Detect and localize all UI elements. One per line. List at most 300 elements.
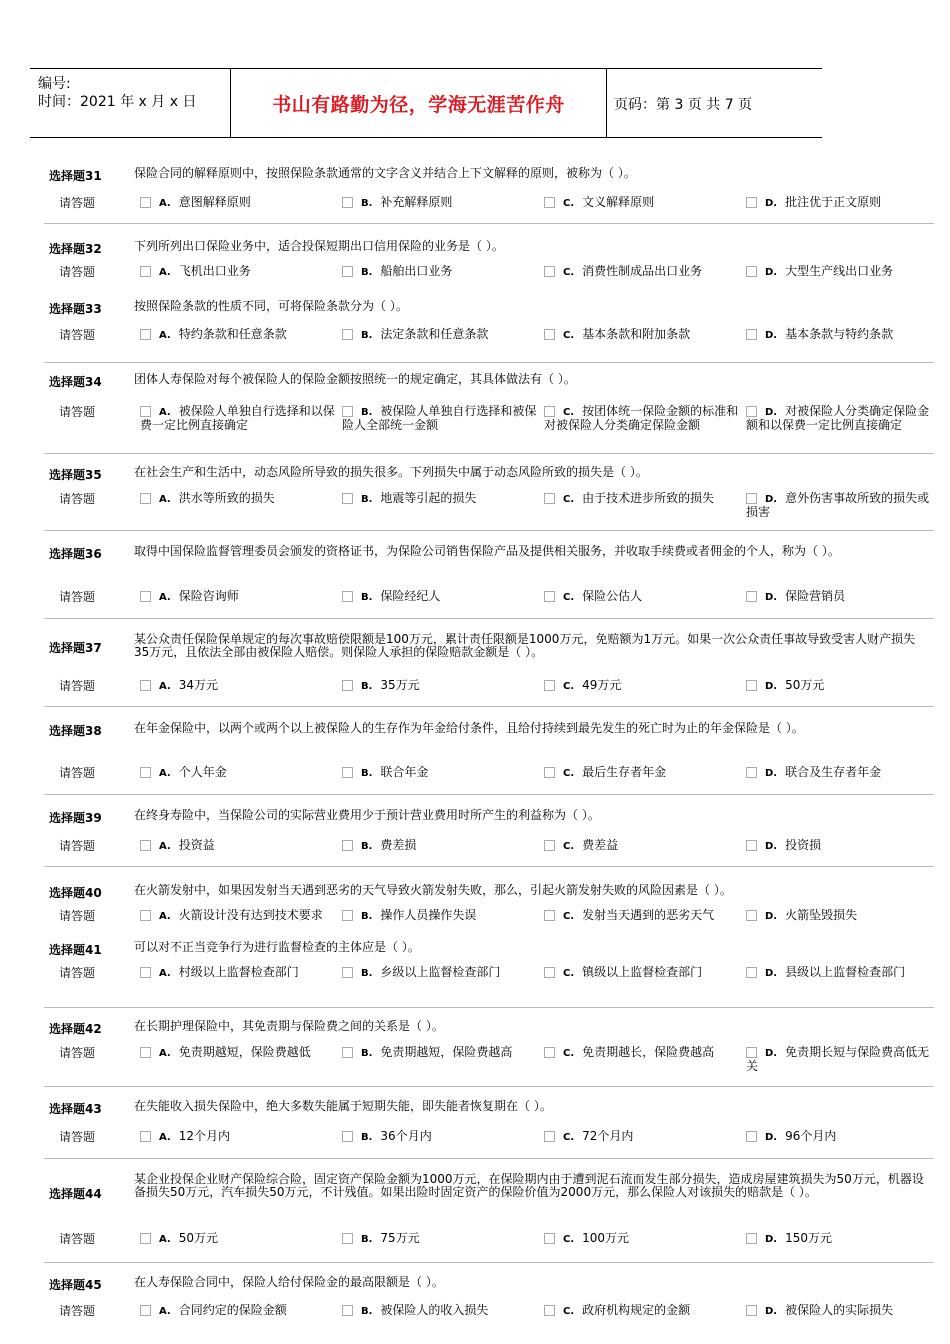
answer-option[interactable] xyxy=(342,1232,537,1246)
answer-option[interactable] xyxy=(544,909,739,923)
question-text: 某企业投保企业财产保险综合险，固定资产保险金额为1000万元，在保险期内由于遭到泥石流而发生部分损失，造成房屋建筑损失为50万元，机器设备损失50万元，汽车损失50万元，不计残值。如果出险时固定资产的保险价值为2000万元，那么保险人对该损失的赔款是（ ）。 xyxy=(134,1172,924,1199)
answer-option[interactable] xyxy=(544,1130,739,1144)
option-letter: C. xyxy=(563,267,575,278)
answer-option[interactable] xyxy=(140,1046,335,1060)
question-text: 下列所列出口保险业务中，适合投保短期出口信用保险的业务是（ ）。 xyxy=(134,239,504,253)
option-letter: A. xyxy=(159,968,171,979)
answer-option[interactable] xyxy=(342,766,537,780)
option-text: 96个月内 xyxy=(785,1129,837,1143)
question-number: 选择题45 xyxy=(49,1278,102,1292)
document-code-label: 编号: xyxy=(38,76,71,92)
answer-option[interactable] xyxy=(544,492,739,506)
answer-option[interactable] xyxy=(342,1046,537,1060)
option-letter: C. xyxy=(563,968,575,979)
answer-option[interactable] xyxy=(746,909,941,923)
answer-option[interactable] xyxy=(746,966,941,980)
option-checkbox[interactable] xyxy=(342,329,353,340)
option-letter: B. xyxy=(361,592,373,603)
option-checkbox[interactable] xyxy=(140,967,151,978)
answer-option[interactable] xyxy=(140,839,335,853)
question-text: 保险合同的解释原则中，按照保险条款通常的文字含义并结合上下文解释的原则，被称为（ ）。 xyxy=(134,166,636,180)
option-text: 操作人员操作失误 xyxy=(380,908,477,922)
option-text: 免责期越长，保险费越高 xyxy=(582,1045,715,1059)
option-text: 意图解释原则 xyxy=(178,195,251,209)
option-text: 基本条款和附加条款 xyxy=(582,327,691,341)
option-text: 被保险人单独自行选择和以保费一定比例直接确定 xyxy=(140,404,335,432)
option-text: 36个月内 xyxy=(380,1129,432,1143)
option-letter: C. xyxy=(563,1234,575,1245)
option-checkbox[interactable] xyxy=(342,591,353,602)
answer-option[interactable] xyxy=(342,1304,537,1318)
option-text: 保险咨询师 xyxy=(178,589,239,603)
answer-option[interactable] xyxy=(140,196,335,210)
answer-option[interactable] xyxy=(342,405,537,432)
answer-option[interactable] xyxy=(342,679,537,693)
answer-option[interactable] xyxy=(746,196,941,210)
question-divider xyxy=(44,1007,934,1008)
option-text: 村级以上监督检查部门 xyxy=(178,965,299,979)
option-checkbox[interactable] xyxy=(140,266,151,277)
option-text: 72个月内 xyxy=(582,1129,634,1143)
answer-option[interactable] xyxy=(544,405,739,432)
answer-prompt-label: 请答题 xyxy=(59,590,96,604)
question-number: 选择题32 xyxy=(49,242,102,256)
option-text: 对被保险人分类确定保险金额和以保费一定比例直接确定 xyxy=(746,404,930,432)
answer-option[interactable] xyxy=(544,966,739,980)
option-text: 费差益 xyxy=(582,838,619,852)
option-letter: B. xyxy=(361,494,373,505)
option-checkbox[interactable] xyxy=(746,680,757,691)
option-letter: D. xyxy=(765,407,778,418)
option-text: 投资益 xyxy=(178,838,215,852)
option-text: 被保险人的实际损失 xyxy=(785,1303,894,1317)
option-checkbox[interactable] xyxy=(342,1131,353,1142)
option-text: 船舶出口业务 xyxy=(380,264,453,278)
option-letter: D. xyxy=(765,330,778,341)
option-text: 发射当天遇到的恶劣天气 xyxy=(582,908,715,922)
option-letter: A. xyxy=(159,841,171,852)
option-letter: D. xyxy=(765,968,778,979)
option-text: 保险公估人 xyxy=(582,589,643,603)
option-checkbox[interactable] xyxy=(140,493,151,504)
option-text: 火箭坠毁损失 xyxy=(785,908,858,922)
option-checkbox[interactable] xyxy=(342,910,353,921)
question-text: 在失能收入损失保险中，绝大多数失能属于短期失能，即失能者恢复期在（ ）。 xyxy=(134,1099,552,1113)
answer-prompt-label: 请答题 xyxy=(59,1304,96,1318)
option-letter: A. xyxy=(159,330,171,341)
question-number: 选择题42 xyxy=(49,1022,102,1036)
option-checkbox[interactable] xyxy=(140,1233,151,1244)
answer-option[interactable] xyxy=(342,492,537,506)
option-checkbox[interactable] xyxy=(746,266,757,277)
option-checkbox[interactable] xyxy=(544,591,555,602)
answer-option[interactable] xyxy=(140,328,335,342)
option-checkbox[interactable] xyxy=(746,1047,757,1058)
option-text: 意外伤害事故所致的损失或损害 xyxy=(746,491,930,519)
header-motto-cell xyxy=(230,69,607,137)
answer-option[interactable] xyxy=(342,909,537,923)
option-letter: C. xyxy=(563,330,575,341)
option-letter: C. xyxy=(563,1132,575,1143)
answer-option[interactable] xyxy=(140,590,335,604)
option-letter: B. xyxy=(361,768,373,779)
question-number: 选择题38 xyxy=(49,724,102,738)
option-letter: C. xyxy=(563,198,575,209)
option-checkbox[interactable] xyxy=(746,1131,757,1142)
answer-option[interactable] xyxy=(140,405,335,432)
option-checkbox[interactable] xyxy=(544,1305,555,1316)
answer-option[interactable] xyxy=(746,1046,941,1073)
option-checkbox[interactable] xyxy=(544,493,555,504)
option-text: 最后生存者年金 xyxy=(582,765,667,779)
option-checkbox[interactable] xyxy=(342,1305,353,1316)
option-text: 消费性制成品出口业务 xyxy=(582,264,703,278)
question-number: 选择题35 xyxy=(49,468,102,482)
question-number: 选择题41 xyxy=(49,943,102,957)
answer-option[interactable] xyxy=(140,492,335,506)
question-divider xyxy=(44,453,934,454)
answer-option[interactable] xyxy=(544,839,739,853)
header-motto: 书山有路勤为径，学海无涯苦作舟 xyxy=(272,94,565,116)
answer-option[interactable] xyxy=(746,1304,941,1318)
option-letter: D. xyxy=(765,198,778,209)
answer-prompt-label: 请答题 xyxy=(59,1232,96,1246)
question-text: 在人寿保险合同中，保险人给付保险金的最高限额是（ ）。 xyxy=(134,1275,444,1289)
option-checkbox[interactable] xyxy=(544,406,555,417)
option-checkbox[interactable] xyxy=(746,591,757,602)
option-text: 基本条款与特约条款 xyxy=(785,327,894,341)
answer-option[interactable] xyxy=(342,966,537,980)
option-text: 100万元 xyxy=(582,1231,630,1245)
option-letter: B. xyxy=(361,1048,373,1059)
question-divider xyxy=(44,530,934,531)
option-letter: C. xyxy=(563,911,575,922)
question-divider xyxy=(44,866,934,867)
option-checkbox[interactable] xyxy=(140,197,151,208)
option-checkbox[interactable] xyxy=(544,1131,555,1142)
option-checkbox[interactable] xyxy=(544,680,555,691)
option-checkbox[interactable] xyxy=(544,1233,555,1244)
option-text: 联合年金 xyxy=(380,765,429,779)
option-text: 地震等引起的损失 xyxy=(380,491,477,505)
option-text: 法定条款和任意条款 xyxy=(380,327,489,341)
option-letter: B. xyxy=(361,198,373,209)
option-checkbox[interactable] xyxy=(342,1047,353,1058)
option-letter: B. xyxy=(361,267,373,278)
answer-option[interactable] xyxy=(544,766,739,780)
answer-prompt-label: 请答题 xyxy=(59,328,96,342)
question-text: 在年金保险中，以两个或两个以上被保险人的生存作为年金给付条件，且给付持续到最先发生的死亡时为止的年金保险是（ ）。 xyxy=(134,721,804,735)
answer-prompt-label: 请答题 xyxy=(59,405,96,419)
option-letter: D. xyxy=(765,1048,778,1059)
question-number: 选择题39 xyxy=(49,811,102,825)
answer-option[interactable] xyxy=(746,1232,941,1246)
answer-option[interactable] xyxy=(746,1130,941,1144)
option-letter: A. xyxy=(159,911,171,922)
option-text: 县级以上监督检查部门 xyxy=(785,965,906,979)
option-letter: D. xyxy=(765,681,778,692)
document-header xyxy=(30,68,822,138)
question-text: 在社会生产和生活中，动态风险所导致的损失很多。下列损失中属于动态风险所致的损失是（ ）。 xyxy=(134,465,648,479)
answer-option[interactable] xyxy=(342,328,537,342)
option-letter: D. xyxy=(765,1306,778,1317)
option-checkbox[interactable] xyxy=(342,840,353,851)
option-letter: C. xyxy=(563,768,575,779)
answer-option[interactable] xyxy=(342,196,537,210)
question-text: 在长期护理保险中，其免责期与保险费之间的关系是（ ）。 xyxy=(134,1019,444,1033)
question-divider xyxy=(44,794,934,795)
option-letter: B. xyxy=(361,841,373,852)
option-text: 按团体统一保险金额的标准和对被保险人分类确定保险金额 xyxy=(544,404,739,432)
answer-option[interactable] xyxy=(342,590,537,604)
option-text: 免责期越短，保险费越高 xyxy=(380,1045,513,1059)
option-text: 50万元 xyxy=(785,678,825,692)
question-number: 选择题31 xyxy=(49,169,102,183)
option-letter: A. xyxy=(159,768,171,779)
option-checkbox[interactable] xyxy=(746,197,757,208)
option-checkbox[interactable] xyxy=(544,840,555,851)
answer-prompt-label: 请答题 xyxy=(59,766,96,780)
option-text: 火箭设计没有达到技术要求 xyxy=(178,908,323,922)
answer-option[interactable] xyxy=(746,405,941,432)
option-letter: D. xyxy=(765,1234,778,1245)
option-text: 文义解释原则 xyxy=(582,195,655,209)
answer-option[interactable] xyxy=(140,265,335,279)
option-letter: A. xyxy=(159,592,171,603)
option-letter: A. xyxy=(159,1234,171,1245)
header-left-cell xyxy=(30,69,230,137)
option-letter: D. xyxy=(765,267,778,278)
option-text: 保险经纪人 xyxy=(380,589,441,603)
answer-prompt-label: 请答题 xyxy=(59,1046,96,1060)
question-number: 选择题43 xyxy=(49,1102,102,1116)
option-checkbox[interactable] xyxy=(544,329,555,340)
answer-option[interactable] xyxy=(746,766,941,780)
option-text: 34万元 xyxy=(178,678,219,692)
answer-option[interactable] xyxy=(140,1232,335,1246)
option-letter: D. xyxy=(765,768,778,779)
option-text: 合同约定的保险金额 xyxy=(178,1303,287,1317)
option-letter: C. xyxy=(563,681,575,692)
answer-option[interactable] xyxy=(746,265,941,279)
question-text: 在火箭发射中，如果因发射当天遇到恶劣的天气导致火箭发射失败，那么，引起火箭发射失败的风险因素是（ ）。 xyxy=(134,883,732,897)
option-text: 35万元 xyxy=(380,678,420,692)
answer-prompt-label: 请答题 xyxy=(59,196,96,210)
option-letter: D. xyxy=(765,494,778,505)
answer-option[interactable] xyxy=(544,265,739,279)
answer-option[interactable] xyxy=(746,492,941,519)
option-checkbox[interactable] xyxy=(140,680,151,691)
option-letter: B. xyxy=(361,968,373,979)
answer-option[interactable] xyxy=(140,1304,335,1318)
option-text: 49万元 xyxy=(582,678,622,692)
option-checkbox[interactable] xyxy=(746,406,757,417)
option-text: 补充解释原则 xyxy=(380,195,453,209)
option-checkbox[interactable] xyxy=(746,493,757,504)
answer-option[interactable] xyxy=(746,839,941,853)
option-text: 75万元 xyxy=(380,1231,420,1245)
option-letter: A. xyxy=(159,681,171,692)
option-text: 被保险人单独自行选择和被保险人全部统一金额 xyxy=(342,404,537,432)
answer-option[interactable] xyxy=(342,1130,537,1144)
document-time-label: 时间：2021 年 x 月 x 日 xyxy=(38,94,197,110)
question-number: 选择题33 xyxy=(49,302,102,316)
question-number: 选择题40 xyxy=(49,886,102,900)
option-letter: C. xyxy=(563,1048,575,1059)
answer-option[interactable] xyxy=(746,679,941,693)
option-letter: B. xyxy=(361,330,373,341)
option-checkbox[interactable] xyxy=(544,910,555,921)
question-number: 选择题36 xyxy=(49,547,102,561)
option-text: 由于技术进步所致的损失 xyxy=(582,491,715,505)
answer-option[interactable] xyxy=(544,328,739,342)
option-text: 50万元 xyxy=(178,1231,219,1245)
option-text: 飞机出口业务 xyxy=(178,264,251,278)
option-checkbox[interactable] xyxy=(140,591,151,602)
answer-option[interactable] xyxy=(544,1304,739,1318)
option-text: 镇级以上监督检查部门 xyxy=(582,965,703,979)
option-checkbox[interactable] xyxy=(342,967,353,978)
answer-prompt-label: 请答题 xyxy=(59,966,96,980)
option-checkbox[interactable] xyxy=(544,967,555,978)
question-divider xyxy=(44,706,934,707)
option-checkbox[interactable] xyxy=(342,493,353,504)
option-checkbox[interactable] xyxy=(544,767,555,778)
option-checkbox[interactable] xyxy=(544,1047,555,1058)
option-text: 联合及生存者年金 xyxy=(785,765,882,779)
question-divider xyxy=(44,362,934,363)
option-letter: D. xyxy=(765,592,778,603)
answer-prompt-label: 请答题 xyxy=(59,1130,96,1144)
option-text: 批注优于正文原则 xyxy=(785,195,882,209)
option-checkbox[interactable] xyxy=(140,840,151,851)
answer-option[interactable] xyxy=(746,590,941,604)
option-text: 费差损 xyxy=(380,838,417,852)
answer-option[interactable] xyxy=(140,1130,335,1144)
option-text: 投资损 xyxy=(785,838,822,852)
option-letter: B. xyxy=(361,1234,373,1245)
option-checkbox[interactable] xyxy=(746,1305,757,1316)
question-text: 可以对不正当竞争行为进行监督检查的主体应是（ ）。 xyxy=(134,940,420,954)
option-checkbox[interactable] xyxy=(746,1233,757,1244)
option-letter: D. xyxy=(765,911,778,922)
option-checkbox[interactable] xyxy=(140,767,151,778)
question-divider xyxy=(44,1262,934,1263)
option-checkbox[interactable] xyxy=(342,1233,353,1244)
answer-option[interactable] xyxy=(544,1046,739,1060)
answer-option[interactable] xyxy=(544,1232,739,1246)
option-letter: D. xyxy=(765,1132,778,1143)
option-letter: C. xyxy=(563,494,575,505)
option-letter: C. xyxy=(563,407,575,418)
option-text: 保险营销员 xyxy=(785,589,846,603)
option-letter: A. xyxy=(159,407,171,418)
answer-prompt-label: 请答题 xyxy=(59,839,96,853)
option-checkbox[interactable] xyxy=(140,910,151,921)
option-checkbox[interactable] xyxy=(746,840,757,851)
page-number-label: 页码：第 3 页 共 7 页 xyxy=(614,97,753,113)
answer-option[interactable] xyxy=(544,679,739,693)
option-checkbox[interactable] xyxy=(140,406,151,417)
option-checkbox[interactable] xyxy=(544,266,555,277)
option-letter: A. xyxy=(159,1048,171,1059)
option-text: 被保险人的收入损失 xyxy=(380,1303,489,1317)
answer-option[interactable] xyxy=(140,966,335,980)
option-letter: D. xyxy=(765,841,778,852)
option-checkbox[interactable] xyxy=(140,329,151,340)
option-letter: A. xyxy=(159,1132,171,1143)
option-text: 大型生产线出口业务 xyxy=(785,264,894,278)
option-checkbox[interactable] xyxy=(140,1305,151,1316)
option-checkbox[interactable] xyxy=(342,266,353,277)
option-letter: B. xyxy=(361,681,373,692)
option-text: 免责期越短，保险费越低 xyxy=(178,1045,311,1059)
option-checkbox[interactable] xyxy=(544,197,555,208)
question-text: 在终身寿险中，当保险公司的实际营业费用少于预计营业费用时所产生的利益称为（ ）。 xyxy=(134,808,600,822)
answer-option[interactable] xyxy=(140,909,335,923)
answer-prompt-label: 请答题 xyxy=(59,265,96,279)
question-divider xyxy=(44,1158,934,1159)
option-text: 政府机构规定的金额 xyxy=(582,1303,691,1317)
option-checkbox[interactable] xyxy=(746,329,757,340)
option-letter: C. xyxy=(563,1306,575,1317)
option-text: 150万元 xyxy=(785,1231,833,1245)
option-letter: C. xyxy=(563,592,575,603)
answer-option[interactable] xyxy=(544,196,739,210)
answer-option[interactable] xyxy=(342,839,537,853)
option-checkbox[interactable] xyxy=(140,1131,151,1142)
option-text: 个人年金 xyxy=(178,765,227,779)
option-checkbox[interactable] xyxy=(342,680,353,691)
option-checkbox[interactable] xyxy=(342,767,353,778)
question-number: 选择题37 xyxy=(49,641,102,655)
option-checkbox[interactable] xyxy=(746,910,757,921)
question-text: 某公众责任保险保单规定的每次事故赔偿限额是100万元，累计责任限额是1000万元，免赔额为1万元。如果一次公众责任事故导致受害人财产损失35万元，且依法全部由被保险人赔偿。则保险人承担的保险赔款金额是（ ）。 xyxy=(134,632,916,659)
option-letter: A. xyxy=(159,267,171,278)
option-checkbox[interactable] xyxy=(342,406,353,417)
answer-option[interactable] xyxy=(140,766,335,780)
option-text: 12个月内 xyxy=(178,1129,231,1143)
option-checkbox[interactable] xyxy=(140,1047,151,1058)
option-checkbox[interactable] xyxy=(342,197,353,208)
answer-option[interactable] xyxy=(544,590,739,604)
option-letter: B. xyxy=(361,407,373,418)
option-text: 特约条款和任意条款 xyxy=(178,327,287,341)
option-text: 免责期长短与保险费高低无关 xyxy=(746,1045,930,1073)
option-checkbox[interactable] xyxy=(746,767,757,778)
option-letter: A. xyxy=(159,494,171,505)
answer-prompt-label: 请答题 xyxy=(59,909,96,923)
option-letter: C. xyxy=(563,841,575,852)
question-divider xyxy=(44,1086,934,1087)
option-checkbox[interactable] xyxy=(746,967,757,978)
answer-prompt-label: 请答题 xyxy=(59,679,96,693)
question-number: 选择题44 xyxy=(49,1187,102,1201)
question-number: 选择题34 xyxy=(49,375,102,389)
option-text: 洪水等所致的损失 xyxy=(178,491,275,505)
answer-option[interactable] xyxy=(140,679,335,693)
question-divider xyxy=(44,618,934,619)
answer-option[interactable] xyxy=(342,265,537,279)
header-page-cell xyxy=(606,69,822,137)
answer-option[interactable] xyxy=(746,328,941,342)
option-letter: A. xyxy=(159,198,171,209)
question-text: 取得中国保险监督管理委员会颁发的资格证书，为保险公司销售保险产品及提供相关服务，并收取手续费或者佣金的个人，称为（ ）。 xyxy=(134,544,840,558)
question-text: 按照保险条款的性质不同，可将保险条款分为（ ）。 xyxy=(134,299,408,313)
question-text: 团体人寿保险对每个被保险人的保险金额按照统一的规定确定，其具体做法有（ ）。 xyxy=(134,372,576,386)
option-letter: B. xyxy=(361,911,373,922)
option-letter: A. xyxy=(159,1306,171,1317)
